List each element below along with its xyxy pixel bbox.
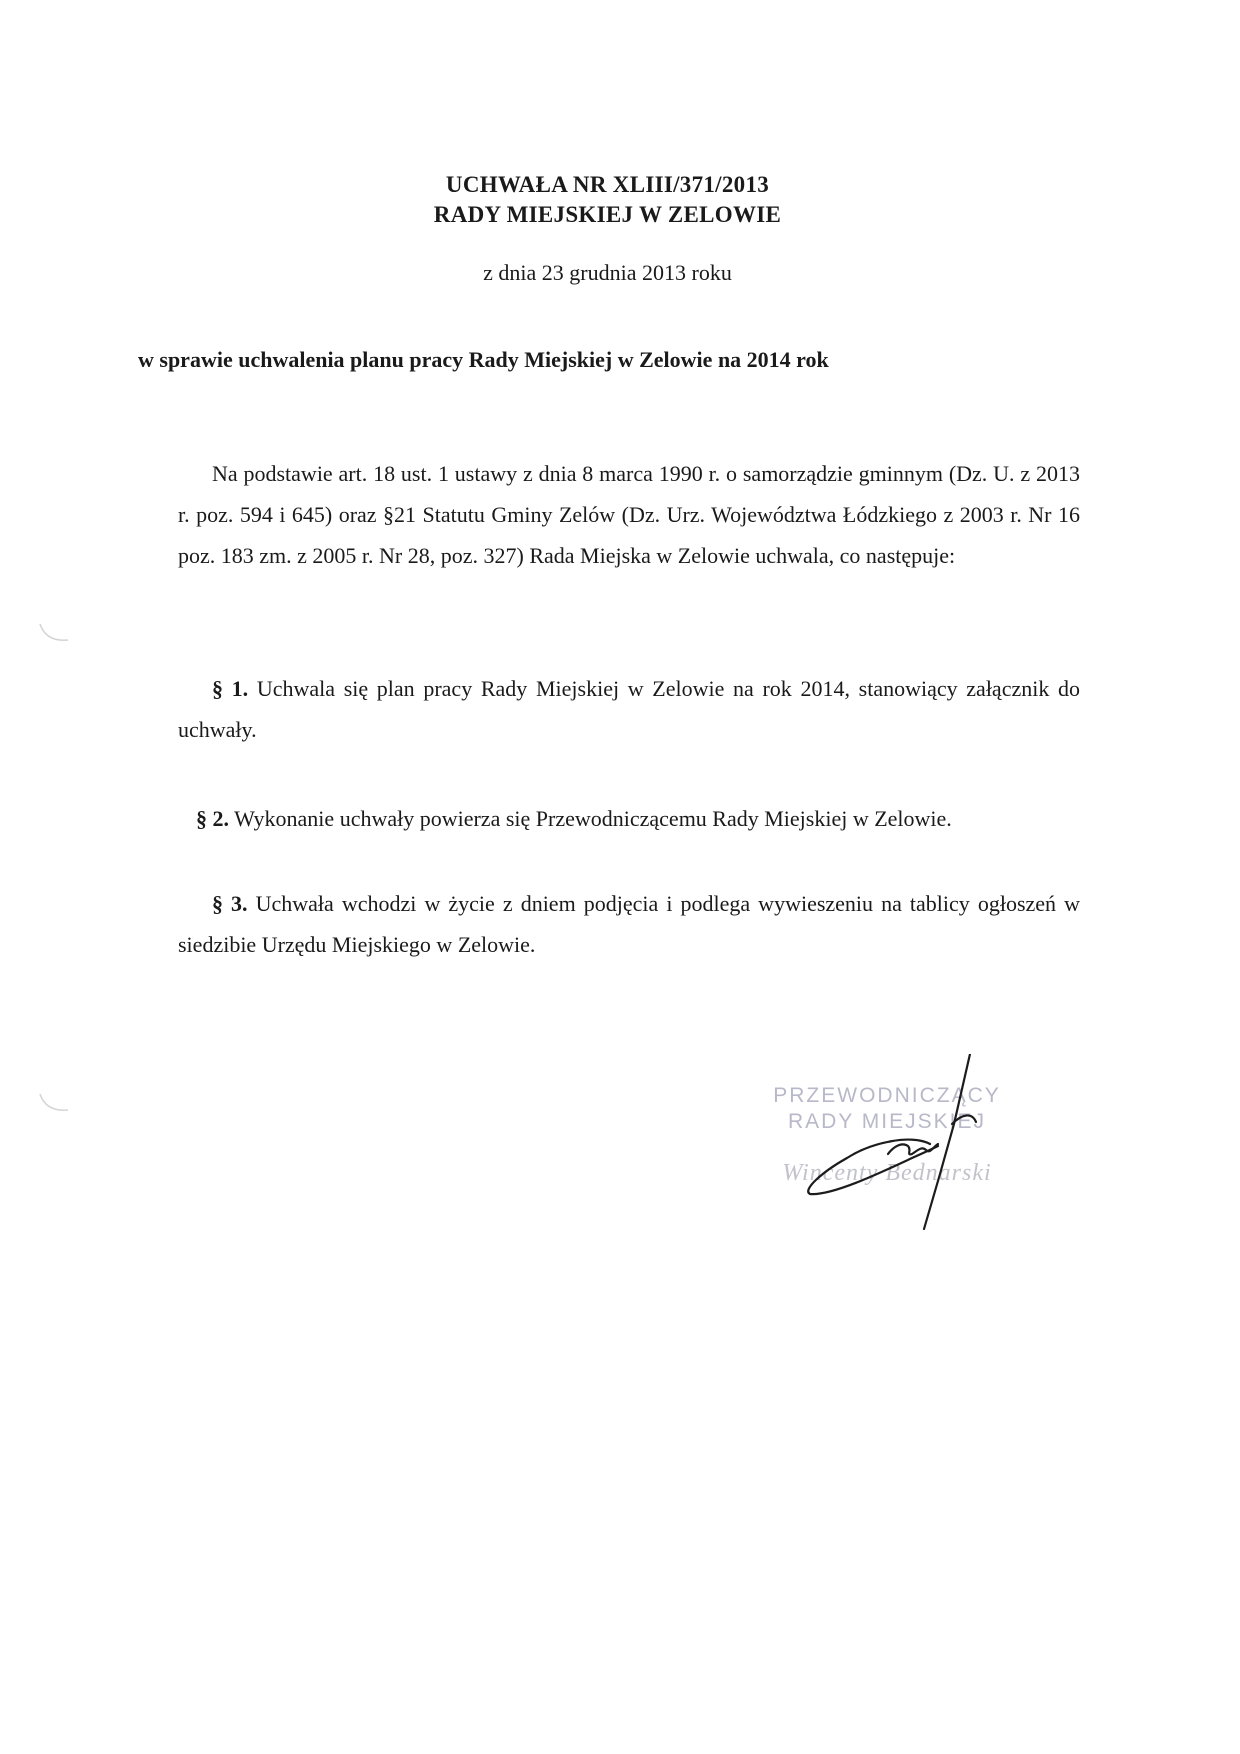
section-1-text: Uchwala się plan pracy Rady Miejskiej w Zelowie na rok 2014, stanowiący załącznik do uchwały.	[178, 676, 1081, 742]
section-2-text: Wykonanie uchwały powierza się Przewodniczącemu Rady Miejskiej w Zelowie.	[229, 806, 952, 831]
resolution-date: z dnia 23 grudnia 2013 roku	[483, 260, 732, 285]
resolution-subject: w sprawie uchwalenia planu pracy Rady Miejskiej w Zelowie na 2014 rok	[138, 347, 829, 372]
scan-mark-top	[36, 620, 76, 650]
stamp-line-2: RADY MIEJSKIEJ	[788, 1110, 986, 1133]
section-3-marker: § 3.	[212, 891, 248, 916]
resolution-title	[0, 170, 1215, 230]
section-2-marker: § 2.	[196, 806, 229, 831]
section-1-marker: § 1.	[212, 676, 249, 701]
scan-mark-bottom	[36, 1090, 76, 1120]
resolution-number: UCHWAŁA NR XLIII/371/2013	[445, 172, 770, 197]
stamp-line-1: PRZEWODNICZĄCY	[773, 1084, 1001, 1107]
legal-basis-paragraph	[178, 453, 1080, 576]
section-1	[178, 668, 1080, 750]
stamp-line-3: Wincenty Bednarski	[782, 1160, 992, 1186]
chairman-stamp	[762, 1054, 1012, 1234]
section-2	[196, 798, 1096, 839]
resolution-issuer: RADY MIEJSKIEJ W ZELOWIE	[433, 202, 782, 227]
section-3	[178, 883, 1080, 965]
handwritten-signature	[762, 1054, 1012, 1234]
section-3-text: Uchwała wchodzi w życie z dniem podjęcia i podlega wywieszeniu na tablicy ogłoszeń w siedzibie Urzędu Miejskiego w Zelowie.	[178, 891, 1081, 957]
legal-basis-text: Na podstawie art. 18 ust. 1 ustawy z dnia 8 marca 1990 r. o samorządzie gminnym (Dz. U. z 2013 r. poz. 594 i 645) oraz §21 Statutu Gminy Zelów (Dz. Urz. Województwa Łódzkiego z 2003 r. Nr 16 poz. 183 zm. z 2005 r. Nr 28, poz. 327) Rada Miejska w Zelowie uchwala, co następuje:	[178, 461, 1080, 568]
